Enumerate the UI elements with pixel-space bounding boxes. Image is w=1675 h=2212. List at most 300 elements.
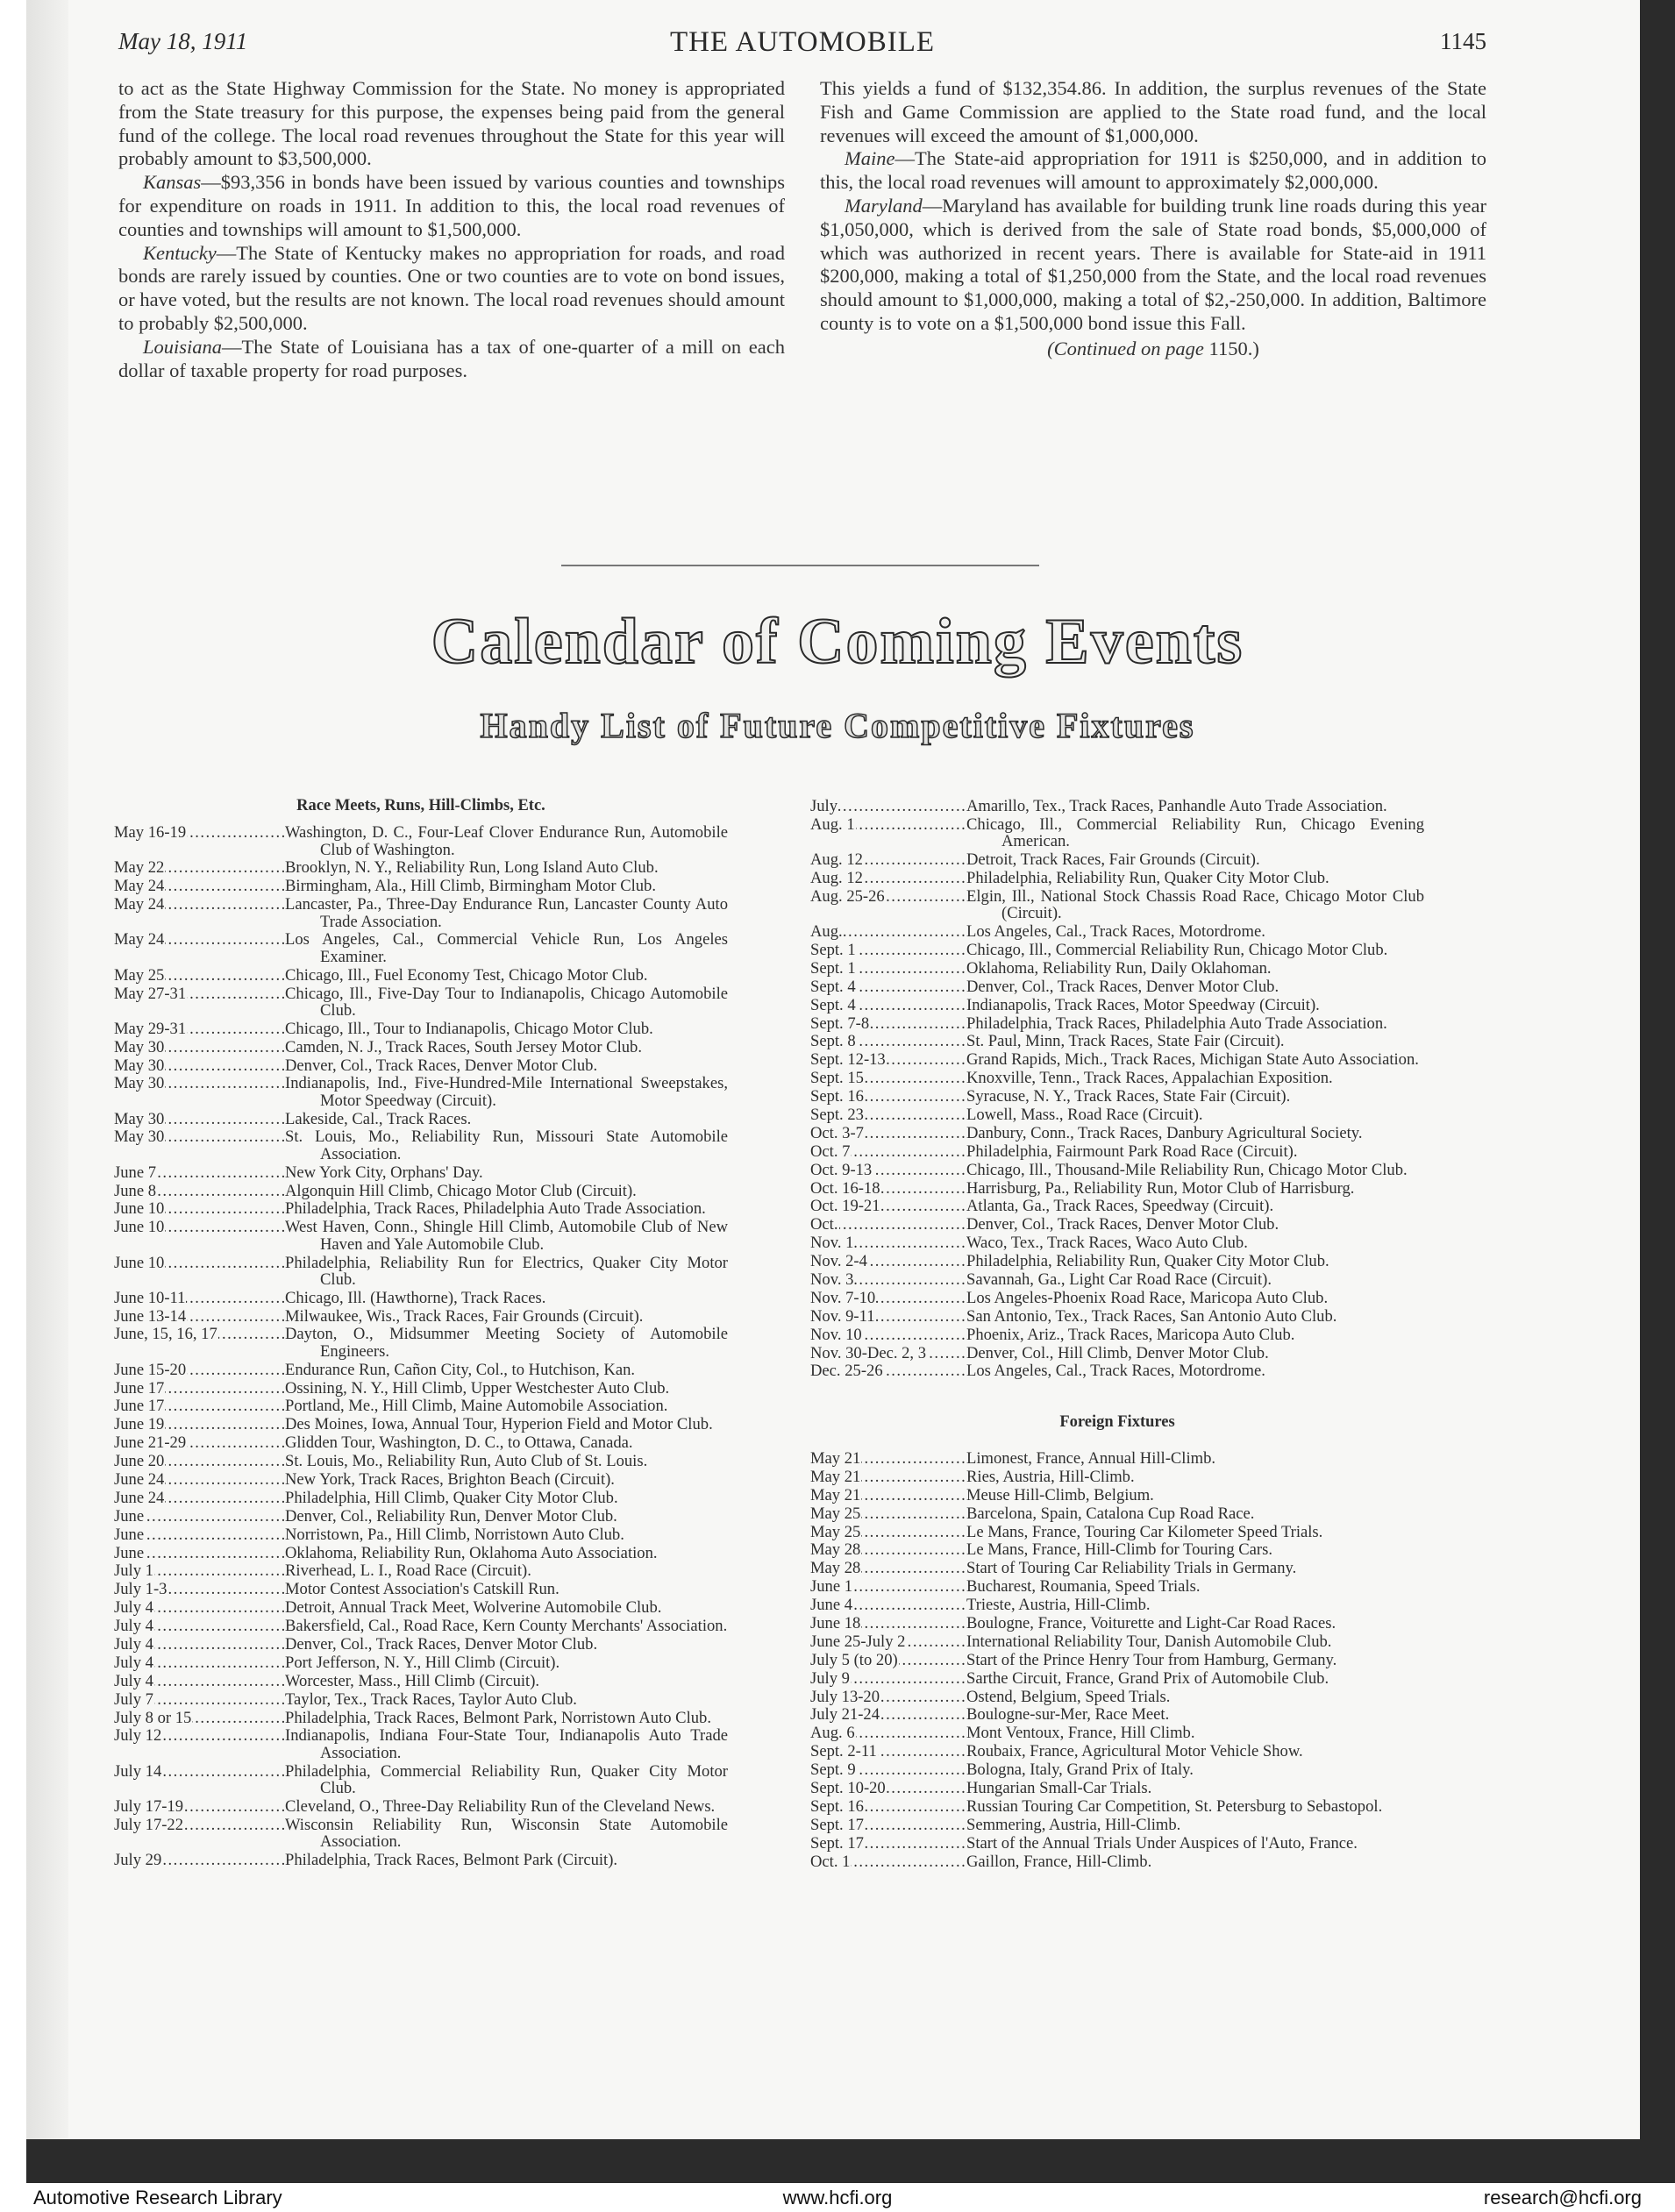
event-description: Denver, Col., Track Races, Denver Motor Club. <box>285 1635 598 1654</box>
event-date-cell <box>810 1817 966 1833</box>
event-date-cell <box>114 1164 285 1181</box>
paragraph <box>118 242 785 336</box>
event-date-cell <box>810 1253 966 1270</box>
event-date: July 4 <box>114 1636 153 1654</box>
event-date-cell <box>114 1255 285 1289</box>
event-date: June 10-11 <box>114 1289 186 1306</box>
event-date-cell <box>114 1691 285 1708</box>
event-date: Aug. 1 <box>810 815 855 834</box>
event-date-cell <box>114 1057 285 1074</box>
event-description: Norristown, Pa., Hill Climb, Norristown Auto Club. <box>285 1525 624 1544</box>
event-description: Start of Touring Car Reliability Trials in Germany. <box>966 1559 1297 1578</box>
event-date-cell <box>810 1106 966 1123</box>
event-date: July 5 (to 20) <box>810 1651 898 1669</box>
event-date: May 30 <box>114 1056 165 1074</box>
event-date-cell <box>810 1362 966 1379</box>
event-row <box>810 923 1424 940</box>
event-date-cell <box>114 1039 285 1056</box>
event-date-cell <box>114 1380 285 1397</box>
event-row <box>114 1039 728 1056</box>
event-row <box>114 1673 728 1689</box>
event-description: Russian Touring Car Competition, St. Petersburg to Sebastopol. <box>966 1796 1383 1816</box>
event-description: Port Jefferson, N. Y., Hill Climb (Circuit). <box>285 1653 560 1672</box>
event-description: Camden, N. J., Track Races, South Jersey Motor Club. <box>285 1037 642 1056</box>
event-date: Aug. 12 <box>810 851 863 869</box>
event-row <box>810 1670 1424 1687</box>
event-date-cell <box>114 1290 285 1306</box>
event-date: Sept. 23 <box>810 1106 864 1124</box>
event-description: Savannah, Ga., Light Car Road Race (Circuit). <box>966 1270 1272 1289</box>
event-date-cell <box>810 997 966 1014</box>
event-date: Sept. 16 <box>810 1088 864 1106</box>
event-description: Limonest, France, Annual Hill-Climb. <box>966 1449 1216 1469</box>
event-row <box>114 1453 728 1469</box>
event-description: Meuse Hill-Climb, Belgium. <box>966 1485 1154 1504</box>
event-date-cell <box>114 878 285 894</box>
event-date: May 24 <box>114 931 165 950</box>
event-date-cell <box>114 1434 285 1451</box>
event-date-cell <box>810 1198 966 1214</box>
event-description: Boulogne, France, Voiturette and Light-Car Road Races. <box>966 1614 1336 1633</box>
event-date-cell <box>114 1128 285 1163</box>
event-date: May 16-19 <box>114 824 187 843</box>
event-date-cell <box>810 1689 966 1705</box>
event-date: May 25 <box>810 1523 861 1540</box>
event-row <box>114 1057 728 1074</box>
event-date-cell <box>810 1652 966 1668</box>
events-right-column <box>810 798 1424 1872</box>
foreign-heading: Foreign Fixtures <box>1059 1412 1175 1431</box>
event-row <box>810 1051 1424 1068</box>
event-date: June <box>114 1544 145 1561</box>
event-description: Bakersfield, Cal., Road Race, Kern County Merchants' Association. <box>285 1617 728 1636</box>
event-row <box>810 1560 1424 1576</box>
event-row <box>114 1710 728 1726</box>
event-row <box>114 1398 728 1414</box>
event-description: Lakeside, Cal., Track Races. <box>285 1109 472 1128</box>
event-row <box>114 1290 728 1306</box>
paragraph-text: This yields a fund of $132,354.86. In addition, the surplus revenues of the State Fish and Game Commission are applied to the State road fund, and the local revenues will exceed the amount of $1,000,000. <box>820 77 1486 146</box>
event-date: Nov. 9-11 <box>810 1307 875 1326</box>
event-date-cell <box>810 1345 966 1362</box>
event-description: New York City, Orphans' Day. <box>285 1163 483 1182</box>
event-date-cell <box>810 942 966 958</box>
event-description: Harrisburg, Pa., Reliability Run, Motor Club of Harrisburg. <box>966 1178 1355 1198</box>
event-row <box>810 1216 1424 1233</box>
event-date-cell <box>114 1763 285 1797</box>
state-name: Maine <box>845 147 895 170</box>
event-description: Philadelphia, Reliability Run, Quaker City Motor Club. <box>966 1252 1329 1271</box>
event-date-cell <box>810 1798 966 1815</box>
event-date: Nov. 3 <box>810 1270 854 1289</box>
event-date: June <box>114 1507 145 1526</box>
event-description: St. Louis, Mo., Reliability Run, Auto Club of St. Louis. <box>285 1452 648 1471</box>
event-date-cell <box>810 1578 966 1595</box>
event-date: June, 15, 16, 17 <box>114 1326 217 1344</box>
event-row <box>114 1490 728 1506</box>
event-row <box>810 1798 1424 1815</box>
footer-email-link[interactable]: research@hcfi.org <box>1483 2187 1642 2208</box>
event-date-cell <box>810 960 966 977</box>
event-row <box>810 960 1424 977</box>
event-description: San Antonio, Tex., Track Races, San Antonio Auto Club. <box>966 1306 1337 1326</box>
event-description: St. Louis, Mo., Reliability Run, Missouri State Automobile Association. <box>285 1127 728 1163</box>
event-date: Oct. 19-21 <box>810 1198 880 1215</box>
event-description: West Haven, Conn., Shingle Hill Climb, Automobile Club of New Haven and Yale Automobile Club. <box>285 1218 728 1254</box>
event-date-cell <box>810 1597 966 1613</box>
event-description: Denver, Col., Reliability Run, Denver Motor Club. <box>285 1506 617 1526</box>
event-description: Endurance Run, Cañon City, Col., to Hutchison, Kan. <box>285 1360 636 1379</box>
event-row <box>810 1725 1424 1741</box>
calendar-title: Calendar of Coming Events <box>431 606 1244 678</box>
event-description: Phoenix, Ariz., Track Races, Maricopa Auto Club. <box>966 1325 1295 1344</box>
event-date: May 22 <box>114 859 165 877</box>
event-description: Glidden Tour, Washington, D. C., to Ottawa, Canada. <box>285 1433 633 1453</box>
event-date-cell <box>810 1051 966 1068</box>
event-description: Philadelphia, Reliability Run, Quaker City Motor Club. <box>966 868 1329 887</box>
event-date-cell <box>810 798 966 814</box>
event-date-cell <box>114 1673 285 1689</box>
event-date-cell <box>810 888 966 922</box>
event-row <box>114 1111 728 1127</box>
event-description: Los Angeles, Cal., Track Races, Motordrome. <box>966 1362 1265 1381</box>
event-row <box>114 931 728 965</box>
event-date: July 21-24 <box>810 1706 880 1724</box>
event-date: Sept. 4 <box>810 996 856 1014</box>
state-name: Kansas <box>143 171 202 194</box>
event-date: May 30 <box>114 1128 165 1147</box>
event-date: July 17-19 <box>114 1797 184 1816</box>
event-date-cell <box>114 1581 285 1597</box>
event-row <box>810 1615 1424 1632</box>
event-row <box>810 1198 1424 1214</box>
state-name: Louisiana <box>143 335 223 358</box>
event-date: July 29 <box>114 1851 162 1869</box>
event-row <box>114 1852 728 1868</box>
event-date: Nov. 2-4 <box>810 1253 867 1270</box>
event-date: May 21 <box>810 1450 861 1468</box>
event-date: May 28 <box>810 1541 861 1559</box>
event-row <box>810 1308 1424 1325</box>
event-row <box>114 1308 728 1325</box>
event-date-cell <box>114 1526 285 1543</box>
event-row <box>810 1597 1424 1613</box>
event-date-cell <box>810 1469 966 1485</box>
event-date-cell <box>810 1780 966 1796</box>
event-date: July 1 <box>114 1562 153 1580</box>
event-description: Indianapolis, Ind., Five-Hundred-Mile International Sweepstakes, Motor Speedway (Circuit). <box>285 1074 728 1110</box>
event-date: Sept. 15 <box>810 1070 864 1087</box>
event-row <box>114 1416 728 1433</box>
event-date: Sept. 9 <box>810 1761 856 1779</box>
event-description: Le Mans, France, Touring Car Kilometer Speed Trials. <box>966 1522 1323 1541</box>
event-row <box>810 1524 1424 1540</box>
event-date: Oct. <box>810 1216 838 1234</box>
event-row <box>114 1817 728 1851</box>
event-description: Boulogne-sur-Mer, Race Meet. <box>966 1705 1170 1725</box>
event-date: July <box>810 798 838 815</box>
event-description: Denver, Col., Track Races, Denver Motor Club. <box>285 1056 598 1075</box>
event-row <box>810 1125 1424 1142</box>
event-date: May 21 <box>810 1468 861 1486</box>
event-description: Taylor, Tex., Track Races, Taylor Auto Club. <box>285 1689 577 1709</box>
event-row <box>114 1545 728 1561</box>
event-description: Lowell, Mass., Road Race (Circuit). <box>966 1105 1203 1124</box>
event-date-cell <box>810 1450 966 1467</box>
event-date-cell <box>810 1505 966 1522</box>
event-description: Chicago, Ill., Tour to Indianapolis, Chicago Motor Club. <box>285 1019 653 1038</box>
event-row <box>810 1689 1424 1705</box>
event-date-cell <box>810 1541 966 1558</box>
continued-note <box>820 338 1486 361</box>
event-date-cell <box>114 1398 285 1414</box>
event-date: Sept. 1 <box>810 959 856 978</box>
event-date-cell <box>810 1015 966 1032</box>
event-date: July 1-3 <box>114 1581 168 1598</box>
event-description: Los Angeles-Phoenix Road Race, Maricopa Auto Club. <box>966 1288 1329 1307</box>
event-row <box>810 1180 1424 1197</box>
event-date-cell <box>114 896 285 930</box>
event-date-cell <box>114 1416 285 1433</box>
event-date: June 20 <box>114 1453 165 1470</box>
event-description: Chicago, Ill., Fuel Economy Test, Chicago Motor Club. <box>285 965 648 985</box>
paragraph <box>820 195 1486 336</box>
event-description: Le Mans, France, Hill-Climb for Touring Cars. <box>966 1540 1272 1560</box>
paragraph-text: —The State of Louisiana has a tax of one-quarter of a mill on each dollar of taxable property for road purposes. <box>118 335 785 381</box>
event-row <box>810 1033 1424 1049</box>
event-row <box>810 851 1424 868</box>
event-row <box>114 896 728 930</box>
event-description: Detroit, Track Races, Fair Grounds (Circuit). <box>966 850 1260 870</box>
event-date: July 13-20 <box>810 1688 880 1705</box>
event-date-cell <box>810 1615 966 1632</box>
event-description: International Reliability Tour, Danish Automobile Club. <box>966 1632 1332 1651</box>
event-description: Ostend, Belgium, Speed Trials. <box>966 1687 1171 1706</box>
event-date-cell <box>114 1471 285 1488</box>
event-date-cell <box>810 1835 966 1852</box>
event-description: Chicago, Ill., Commercial Reliability Run, Chicago Motor Club. <box>966 940 1388 959</box>
event-description: Portland, Me., Hill Climb, Maine Automobile Association. <box>285 1397 668 1416</box>
event-date-cell <box>114 931 285 965</box>
event-date: July 12 <box>114 1727 162 1746</box>
event-description: Syracuse, N. Y., Track Races, State Fair (Circuit). <box>966 1087 1291 1106</box>
event-description: Lancaster, Pa., Three-Day Endurance Run, Lancaster County Auto Trade Association. <box>285 895 728 931</box>
event-row <box>810 1015 1424 1032</box>
event-date: July 4 <box>114 1599 153 1617</box>
event-date: May 30 <box>114 1075 165 1093</box>
event-row <box>810 1743 1424 1760</box>
event-date: July 4 <box>114 1618 153 1635</box>
event-date: July 4 <box>114 1672 153 1690</box>
paragraph <box>820 77 1486 147</box>
event-row <box>114 1562 728 1579</box>
event-row <box>810 1162 1424 1178</box>
paragraph-text: —The State of Kentucky makes no appropriation for roads, and road bonds are rarely issued by counties. One or two counties are to vote on bond issues, or have voted, but the results are not known. The local road revenues should amount to probably $2,500,000. <box>118 241 785 334</box>
event-description: Danbury, Conn., Track Races, Danbury Agricultural Society. <box>966 1123 1363 1142</box>
paragraph-text: —$93,356 in bonds have been issued by various counties and townships for expenditure on roads in 1911. In addition to this, the local road revenues of counties and townships will amount to $1,500,000. <box>118 171 785 240</box>
page-binding-edge <box>26 0 68 2152</box>
event-date: June 17 <box>114 1398 165 1415</box>
event-description: Denver, Col., Track Races, Denver Motor Club. <box>966 1215 1279 1234</box>
event-description: Chicago, Ill. (Hawthorne), Track Races. <box>285 1288 546 1307</box>
event-date-cell <box>810 1290 966 1306</box>
event-date-cell <box>114 1075 285 1109</box>
event-date: Nov. 30-Dec. 2, 3 <box>810 1344 927 1362</box>
footer-library: Automotive Research Library <box>33 2187 282 2208</box>
event-date-cell <box>114 1636 285 1653</box>
event-date-cell <box>114 1200 285 1217</box>
event-row <box>114 1255 728 1289</box>
event-row <box>810 1853 1424 1870</box>
event-description: Bologna, Italy, Grand Prix of Italy. <box>966 1760 1194 1780</box>
event-date-cell <box>810 870 966 886</box>
event-description: Sarthe Circuit, France, Grand Prix of Automobile Club. <box>966 1668 1329 1688</box>
event-description: Birmingham, Ala., Hill Climb, Birmingham Motor Club. <box>285 877 657 896</box>
event-row <box>810 1450 1424 1467</box>
event-description: Philadelphia, Commercial Reliability Run, Quaker City Motor Club. <box>285 1761 728 1797</box>
event-description: Milwaukee, Wis., Track Races, Fair Grounds (Circuit). <box>285 1306 644 1326</box>
event-description: New York, Track Races, Brighton Beach (Circuit). <box>285 1470 615 1490</box>
event-description: Mont Ventoux, France, Hill Climb. <box>966 1724 1195 1743</box>
event-date-cell <box>114 1490 285 1506</box>
article-text-left <box>118 77 785 382</box>
event-date-cell <box>114 1852 285 1868</box>
event-row <box>114 1526 728 1543</box>
event-date: Dec. 25-26 <box>810 1362 883 1380</box>
event-date-cell <box>810 1180 966 1197</box>
event-row <box>810 1780 1424 1796</box>
event-row <box>114 878 728 894</box>
event-description: Oklahoma, Reliability Run, Daily Oklahoman. <box>966 958 1272 978</box>
event-date: June 21-29 <box>114 1434 187 1452</box>
event-row <box>114 967 728 984</box>
event-row <box>114 1434 728 1451</box>
event-date: Nov. 7-10 <box>810 1289 876 1307</box>
event-date-cell <box>810 1487 966 1504</box>
event-row <box>810 1761 1424 1778</box>
event-description: Waco, Tex., Track Races, Waco Auto Club. <box>966 1234 1248 1253</box>
event-row <box>810 997 1424 1014</box>
article-text-right <box>820 77 1486 361</box>
event-date-cell <box>114 1727 285 1761</box>
event-date: May 21 <box>810 1486 861 1504</box>
event-date: Nov. 10 <box>810 1326 862 1343</box>
event-description: Wisconsin Reliability Run, Wisconsin State Automobile Association. <box>285 1815 728 1852</box>
event-description: Trieste, Austria, Hill-Climb. <box>966 1596 1151 1615</box>
event-date-cell <box>810 1670 966 1687</box>
domestic-events-left-column <box>114 798 728 1870</box>
event-list <box>810 798 1424 1380</box>
event-row <box>810 1706 1424 1723</box>
event-description: Elgin, Ill., National Stock Chassis Road Race, Chicago Motor Club (Circuit). <box>966 886 1424 923</box>
event-description: Denver, Col., Track Races, Denver Motor Club. <box>966 977 1279 996</box>
event-date: June 1 <box>810 1578 853 1596</box>
paragraph <box>118 77 785 171</box>
event-date: Oct. 9-13 <box>810 1161 873 1178</box>
paragraph-text: —The State-aid appropriation for 1911 is $250,000, and in addition to this, the local road revenues will amount to approximately $2,000,000. <box>820 147 1486 194</box>
continued-page: 1150.) <box>1208 337 1259 359</box>
event-row <box>810 1835 1424 1852</box>
event-date: July 9 <box>810 1669 850 1687</box>
event-description: Semmering, Austria, Hill-Climb. <box>966 1815 1181 1834</box>
event-row <box>810 1469 1424 1485</box>
event-date: June 24 <box>114 1489 165 1507</box>
event-date: Sept. 7-8 <box>810 1014 870 1032</box>
event-description: Roubaix, France, Agricultural Motor Vehicle Show. <box>966 1742 1303 1761</box>
footer-website-link[interactable]: www.hcfi.org <box>782 2187 893 2208</box>
event-row <box>114 1075 728 1109</box>
domestic-heading: Race Meets, Runs, Hill-Climbs, Etc. <box>296 797 545 814</box>
event-date: June <box>114 1526 145 1543</box>
event-date: Sept. 10-20 <box>810 1780 886 1797</box>
event-date: May 30 <box>114 1110 165 1127</box>
event-description: Dayton, O., Midsummer Meeting Society of Automobile Engineers. <box>285 1325 728 1361</box>
event-date: Sept. 8 <box>810 1033 856 1050</box>
event-date-cell <box>810 1143 966 1160</box>
event-row <box>810 888 1424 922</box>
event-row <box>114 1636 728 1653</box>
event-date-cell <box>114 1111 285 1127</box>
event-date: June 15-20 <box>114 1361 187 1378</box>
event-description: Detroit, Annual Track Meet, Wolverine Automobile Club. <box>285 1598 662 1618</box>
event-row <box>810 1326 1424 1343</box>
event-row <box>114 1326 728 1360</box>
event-row <box>114 1581 728 1597</box>
event-description: Brooklyn, N. Y., Reliability Run, Long Island Auto Club. <box>285 858 659 878</box>
event-date-cell <box>114 1021 285 1037</box>
event-date: Sept. 4 <box>810 978 856 996</box>
event-description: Los Angeles, Cal., Track Races, Motordrome. <box>966 922 1265 942</box>
event-description: Grand Rapids, Mich., Track Races, Michigan State Auto Association. <box>966 1050 1419 1070</box>
event-description: Bucharest, Roumania, Speed Trials. <box>966 1577 1201 1597</box>
event-row <box>810 1143 1424 1160</box>
event-date-cell <box>810 816 966 850</box>
event-date: May 29-31 <box>114 1020 187 1038</box>
event-date: Sept. 16 <box>810 1797 864 1816</box>
event-date-cell <box>114 824 285 858</box>
event-date: May 28 <box>810 1560 861 1577</box>
event-date-cell <box>114 859 285 876</box>
event-row <box>114 1763 728 1797</box>
event-date: Sept. 17 <box>810 1834 864 1853</box>
scan-border-bottom <box>26 2139 1675 2183</box>
event-date-cell <box>810 1070 966 1086</box>
event-date: June 4 <box>810 1597 853 1614</box>
event-row <box>114 1219 728 1253</box>
event-description: Los Angeles, Cal., Commercial Vehicle Run, Los Angeles Examiner. <box>285 930 728 966</box>
event-date: May 24 <box>114 878 165 895</box>
paragraph <box>118 171 785 241</box>
event-date: June 17 <box>114 1379 165 1397</box>
event-description: Chicago, Ill., Thousand-Mile Reliability Run, Chicago Motor Club. <box>966 1160 1408 1179</box>
event-row <box>810 1088 1424 1105</box>
event-row <box>114 985 728 1020</box>
event-row <box>810 1633 1424 1650</box>
event-row <box>810 1234 1424 1251</box>
event-row <box>810 1541 1424 1558</box>
event-date: July 4 <box>114 1654 153 1672</box>
event-date-cell <box>810 1234 966 1251</box>
event-date: Aug. 6 <box>810 1725 855 1742</box>
event-row <box>114 1691 728 1708</box>
event-description: Riverhead, L. I., Road Race (Circuit). <box>285 1561 531 1581</box>
event-date: May 25 <box>114 966 165 984</box>
event-date-cell <box>810 1706 966 1723</box>
event-date-cell <box>114 1545 285 1561</box>
event-date-cell <box>810 851 966 868</box>
page-number: 1145 <box>1440 28 1486 54</box>
event-description: Amarillo, Tex., Track Races, Panhandle Auto Trade Association. <box>966 797 1387 815</box>
